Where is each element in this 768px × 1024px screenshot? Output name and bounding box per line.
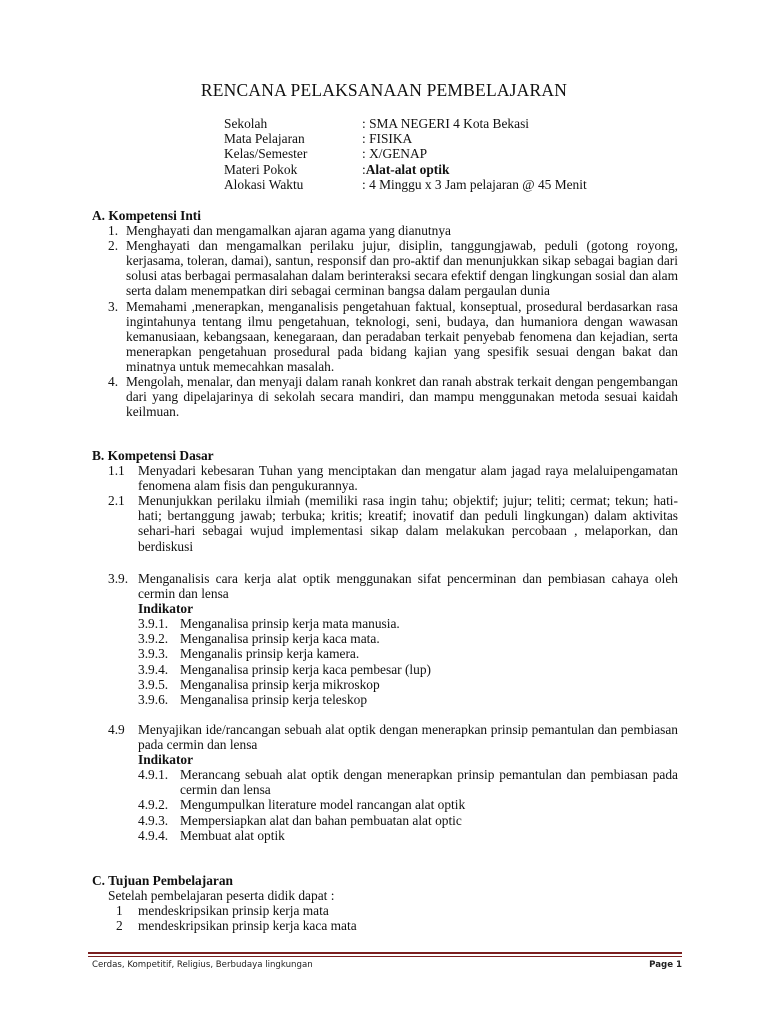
item-text: mendeskripsikan prinsip kerja kaca mata (138, 918, 357, 934)
identity-value: : SMA NEGERI 4 Kota Bekasi (362, 116, 530, 131)
kd-4-9-block (92, 722, 678, 843)
item-number: 2 (116, 918, 123, 934)
identity-value-topic: Alat-alat optik (365, 161, 450, 177)
kd-item (92, 493, 678, 553)
indikator-label: Indikator (138, 601, 194, 617)
item-text: mendeskripsikan prinsip kerja mata (138, 903, 329, 919)
item-text: Menghayati dan mengamalkan ajaran agama yang dianutnya (126, 223, 451, 239)
footer-motto: Cerdas, Kompetitif, Religius, Berbudaya lingkungan (92, 960, 313, 970)
kd-text: Menunjukkan perilaku ilmiah (memiliki rasa ingin tahu; objektif; jujur; teliti; cermat; tekun; hati-hati; bertanggung jawab; terbuka; kritis; kreatif; inovatif dan peduli lingkungan) dalam aktivitas sehari-hari sebagai wujud implementasi sikap dalam melakukan percobaan , melaporkan, dan berdiskusi (138, 493, 678, 554)
indicator-item (92, 767, 678, 797)
indicator-number: 3.9.5. (138, 676, 169, 692)
identity-label: Alokasi Waktu (224, 176, 304, 192)
kd-number: 1.1 (108, 463, 125, 479)
list-item (92, 238, 678, 298)
list-item (92, 918, 678, 933)
identity-row-topic (224, 162, 587, 177)
indicator-item (92, 677, 678, 692)
identity-value: : X/GENAP (362, 146, 428, 162)
kd-item (92, 722, 678, 752)
indicator-text: Merancang sebuah alat optik dengan menerapkan prinsip pemantulan dan pembiasan pada cermin dan lensa (180, 767, 678, 798)
indicator-item (92, 692, 678, 707)
indicator-item (92, 631, 678, 646)
kd-item (92, 463, 678, 493)
identity-row-time (224, 177, 587, 192)
identity-label: Kelas/Semester (224, 146, 308, 162)
item-number: 1 (116, 903, 123, 919)
indicator-text: Mempersiapkan alat dan bahan pembuatan alat optic (180, 812, 462, 828)
identity-label: Materi Pokok (224, 161, 298, 177)
item-text: Memahami ,menerapkan, menganalisis pengetahuan faktual, konseptual, prosedural berdasarkan rasa ingintahunya tentang ilmu pengetahuan, teknologi, seni, budaya, dan humaniora dengan wawasan kemanusiaan, kebangsaan, kenegaraan, dan peradaban terkait penyebab fenomena dan kejadian, serta menerapkan pengetahuan prosedural pada bidang kajian yang spesifik sesuai dengan bakat dan minatnya untuk memecahkan masalah. (126, 298, 678, 374)
indicator-number: 4.9.2. (138, 797, 169, 813)
indicator-number: 3.9.6. (138, 691, 169, 707)
kd-text: Menganalisis cara kerja alat optik menggunakan sifat pencerminan dan pembiasan cahaya oleh cermin dan lensa (138, 571, 678, 602)
item-number: 2. (108, 238, 119, 254)
indicator-text: Menganalisa prinsip kerja mikroskop (180, 676, 380, 692)
identity-value: : FISIKA (362, 131, 413, 147)
section-heading: C. Tujuan Pembelajaran (92, 873, 233, 888)
indicator-text: Menganalisa prinsip kerja mata manusia. (180, 616, 400, 632)
page-number: Page 1 (649, 960, 682, 970)
item-text: Mengolah, menalar, dan menyaji dalam ranah konkret dan ranah abstrak terkait dengan pengembangan dari yang dipelajarinya di sekolah secara mandiri, dan mampu menggunakan metoda sesuai kaidah keilmuan. (126, 374, 678, 420)
list-item (92, 299, 678, 374)
footer-divider-thick (88, 952, 682, 954)
indicator-text: Menganalisa prinsip kerja kaca pembesar (lup) (180, 661, 431, 677)
list-item (92, 374, 678, 419)
list-item (92, 903, 678, 918)
section-kompetensi-inti (92, 208, 678, 419)
identity-value-prefix: : (362, 161, 366, 177)
indicator-text: Membuat alat optik (180, 827, 285, 843)
item-number: 3. (108, 298, 119, 314)
indicator-number: 3.9.4. (138, 661, 169, 677)
kd-text: Menyadari kebesaran Tuhan yang menciptakan dan mengatur alam jagad raya melaluipengamatan fenomena alam fisis dan pengukurannya. (138, 463, 678, 494)
item-text: Menghayati dan mengamalkan perilaku jujur, disiplin, tanggungjawab, peduli (gotong royong, kerjasama, toleran, damai), santun, responsif dan pro-aktif dan menunjukkan sikap sebagai bagian dari solusi atas berbagai permasalahan dalam berinteraksi secara efektif dengan lingkungan sosial dan alam serta dalam menempatkan diri sebagai cerminan bangsa dalam pergaulan dunia (126, 238, 678, 299)
indicator-text: Menganalis prinsip kerja kamera. (180, 646, 360, 662)
kd-number: 2.1 (108, 493, 125, 509)
identity-value (362, 162, 449, 177)
identity-label: Sekolah (224, 116, 268, 131)
identity-row-subject (224, 131, 587, 146)
identity-row-school (224, 116, 587, 131)
indikator-label: Indikator (138, 752, 194, 768)
indicator-text: Menganalisa prinsip kerja teleskop (180, 691, 368, 707)
kd-text: Menyajikan ide/rancangan sebuah alat optik dengan menerapkan prinsip pemantulan dan pembiasan pada cermin dan lensa (138, 722, 678, 753)
kd-3-9-block (92, 571, 678, 707)
section-heading: A. Kompetensi Inti (92, 208, 201, 223)
indicator-item (92, 646, 678, 661)
indicator-number: 4.9.4. (138, 827, 169, 843)
indicator-item (92, 616, 678, 631)
section-tujuan-pembelajaran (92, 873, 678, 933)
section-kompetensi-dasar (92, 448, 678, 554)
indicator-item (92, 797, 678, 812)
indicator-number: 3.9.1. (138, 616, 169, 632)
identity-label: Mata Pelajaran (224, 131, 305, 147)
section-intro: Setelah pembelajaran peserta didik dapat : (108, 888, 335, 904)
footer-divider-thin (88, 956, 682, 957)
item-number: 1. (108, 223, 119, 239)
indicator-number: 3.9.2. (138, 631, 169, 647)
kd-item (92, 571, 678, 601)
indicator-text: Mengumpulkan literature model rancangan alat optik (180, 797, 466, 813)
indicator-item (92, 662, 678, 677)
identity-row-class (224, 146, 587, 161)
page-title: RENCANA PELAKSANAAN PEMBELAJARAN (200, 80, 568, 100)
indicator-number: 3.9.3. (138, 646, 169, 662)
list-item (92, 223, 678, 238)
identity-table (224, 116, 587, 192)
kd-number: 4.9 (108, 722, 125, 737)
indicator-number: 4.9.3. (138, 812, 169, 828)
item-number: 4. (108, 374, 119, 390)
identity-value: : 4 Minggu x 3 Jam pelajaran @ 45 Menit (362, 176, 587, 192)
kd-number: 3.9. (108, 571, 129, 586)
section-heading: B. Kompetensi Dasar (92, 448, 214, 463)
indicator-item (92, 828, 678, 843)
indicator-number: 4.9.1. (138, 767, 169, 783)
indicator-item (92, 813, 678, 828)
indicator-text: Menganalisa prinsip kerja kaca mata. (180, 631, 380, 647)
